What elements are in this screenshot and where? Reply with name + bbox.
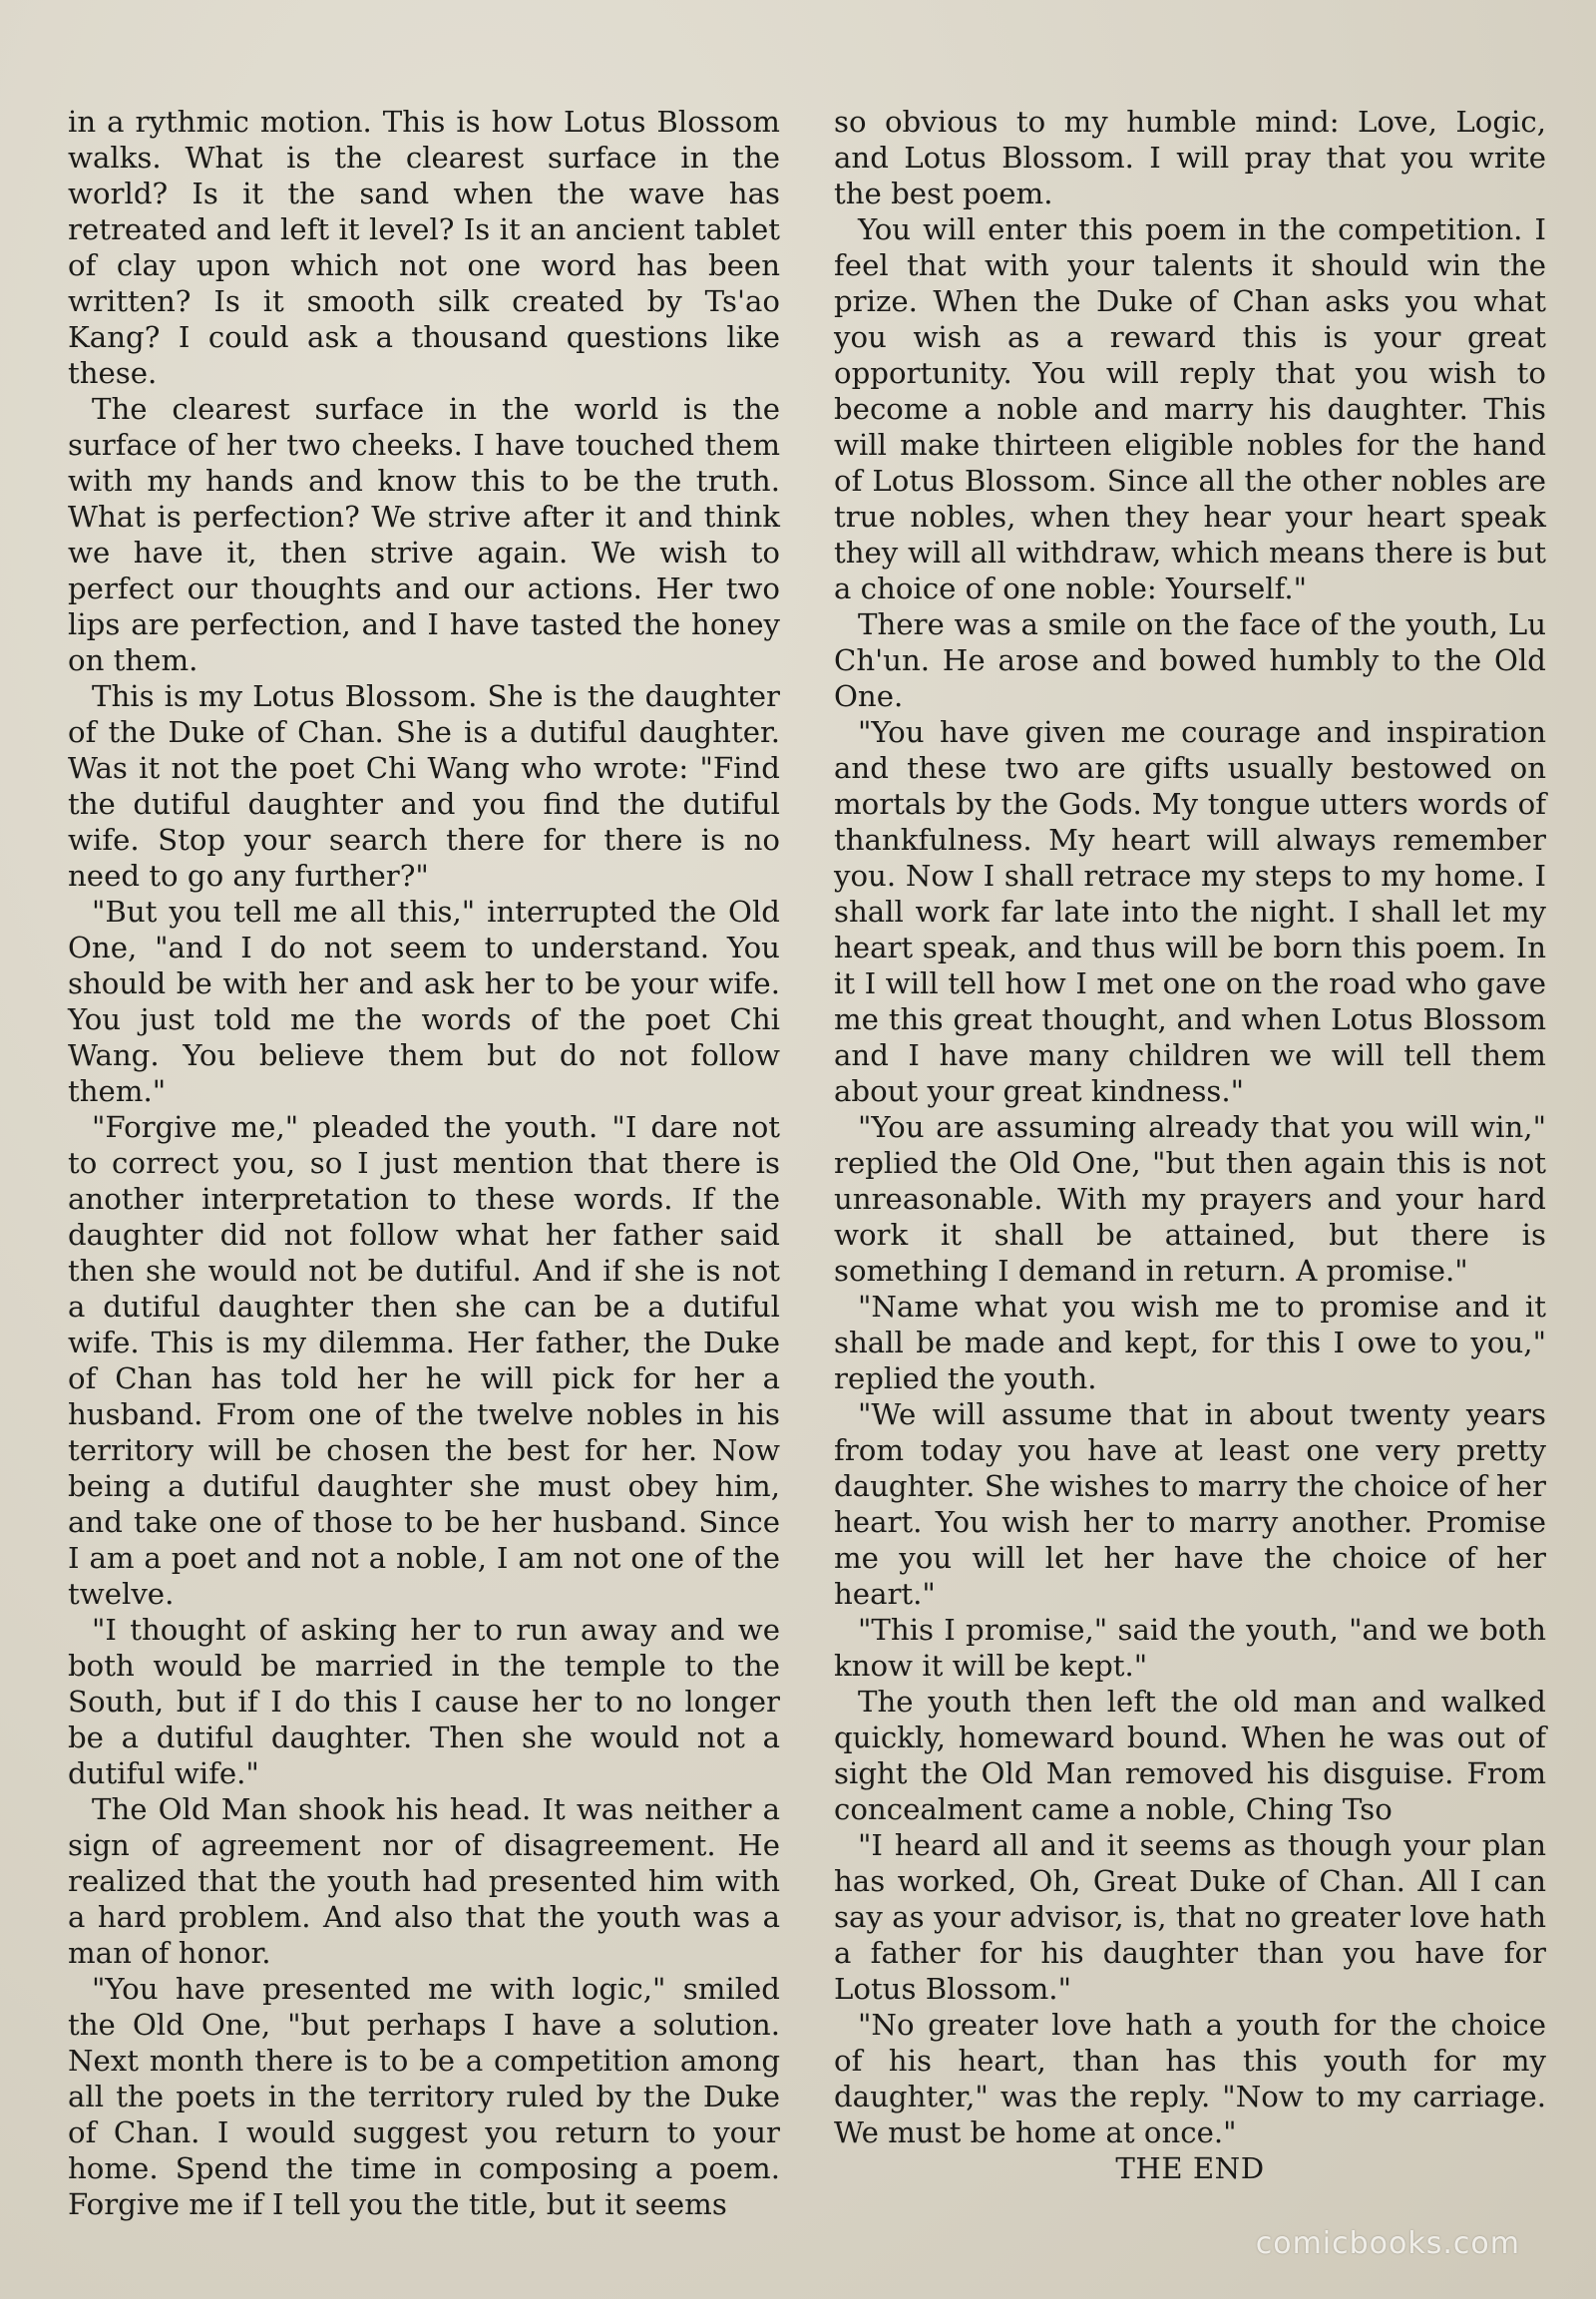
site-watermark: comicbooks.com [1255,2226,1520,2261]
paragraph: "Forgive me," pleaded the youth. "I dare not to correct you, so I just mention that there is another interpretation to these words. If the daughter did not follow what her father said then she would not be dutiful. And if she is not a dutiful daughter then she can be a dutiful wife. This is my dilemma. Her father, the Duke of Chan has told her he will pick for her a husband. From one of the twelve nobles in his territory will be chosen the best for her. Now being a dutiful daughter she must obey him, and take one of those to be her husband. Since I am a poet and not a noble, I am not one of the twelve. [68,1110,780,1611]
paragraph: "Name what you wish me to promise and it shall be made and kept, for this I owe to you," replied the youth. [834,1290,1546,1395]
paragraph: You will enter this poem in the competition. I feel that with your talents it should win the prize. When the Duke of Chan asks you what you wish as a reward this is your great opportunity. You will reply that you wish to become a noble and marry his daughter. This will make thirteen eligible nobles for the hand of Lotus Blossom. Since all the other nobles are true nobles, when they hear your heart speak they will all withdraw, which means there is but a choice of one noble: Yourself." [834,212,1546,605]
paragraph: "I heard all and it seems as though your plan has worked, Oh, Great Duke of Chan. All I can say as your advisor, is, that no greater love hath a father for his daughter than you have for Lotus Blossom." [834,1828,1546,2006]
paragraph: in a rythmic motion. This is how Lotus Blossom walks. What is the clearest surface in the world? Is it the sand when the wave has retreated and left it level? Is it an ancient tablet of clay upon which not one word has been written? Is it smooth silk created by Ts'ao Kang? I could ask a thousand questions like these. [68,105,780,390]
paragraph: "We will assume that in about twenty years from today you have at least one very pretty daughter. She wishes to marry the choice of her heart. You wish her to marry another. Promise me you will let her have the choice of her heart." [834,1397,1546,1611]
paragraph: This is my Lotus Blossom. She is the daughter of the Duke of Chan. She is a dutiful daughter. Was it not the poet Chi Wang who wrote: "Find the dutiful daughter and you find the dutiful wife. Stop your search there for there is no need to go any further?" [68,679,780,893]
paragraph: The youth then left the old man and walked quickly, homeward bound. When he was out of sight the Old Man removed his disguise. From concealment came a noble, Ching Tso [834,1685,1546,1826]
paragraph: "You are assuming already that you will win," replied the Old One, "but then again this is not unreasonable. With my prayers and your hard work it shall be attained, but there is something I demand in return. A promise." [834,1110,1546,1288]
paragraph: "No greater love hath a youth for the choice of his heart, than has this youth for my daughter," was the reply. "Now to my carriage. We must be home at once." [834,2008,1546,2149]
paragraph: "But you tell me all this," interrupted the Old One, "and I do not seem to understand. You should be with her and ask her to be your wife. You just told me the words of the poet Chi Wang. You believe them but do not follow them." [68,895,780,1108]
story-ending: THE END [1115,2151,1265,2185]
paragraph: The clearest surface in the world is the surface of her two cheeks. I have touched them with my hands and know this to be the truth. What is perfection? We strive after it and think we have it, then strive again. We wish to perfect our thoughts and our actions. Her two lips are perfection, and I have tasted the honey on them. [68,392,780,677]
paragraph: "You have given me courage and inspiration and these two are gifts usually bestowed on mortals by the Gods. My tongue utters words of thankfulness. My heart will always remember you. Now I shall retrace my steps to my home. I shall work far late into the night. I shall let my heart speak, and thus will be born this poem. In it I will tell how I met one on the road who gave me this great thought, and when Lotus Blossom and I have many children we will tell them about your great kindness." [834,715,1546,1108]
paragraph: "You have presented me with logic," smiled the Old One, "but perhaps I have a solution. Next month there is to be a competition among all the poets in the territory ruled by the Duke of Chan. I would suggest you return to your home. Spend the time in composing a poem. Forgive me if I tell you the title, but it seems [68,1972,780,2221]
paragraph: "This I promise," said the youth, "and we both know it will be kept." [834,1613,1546,1683]
left-column [68,104,780,2222]
paragraph: The Old Man shook his head. It was neither a sign of agreement nor of disagreement. He realized that the youth had presented him with a hard problem. And also that the youth was a man of honor. [68,1792,780,1970]
paragraph: so obvious to my humble mind: Love, Logic, and Lotus Blossom. I will pray that you write the best poem. [834,105,1546,210]
right-column [834,104,1546,2186]
paragraph: There was a smile on the face of the youth, Lu Ch'un. He arose and bowed humbly to the Old One. [834,607,1546,713]
paragraph: "I thought of asking her to run away and we both would be married in the temple to the South, but if I do this I cause her to no longer be a dutiful daughter. Then she would not a dutiful wife." [68,1613,780,1790]
